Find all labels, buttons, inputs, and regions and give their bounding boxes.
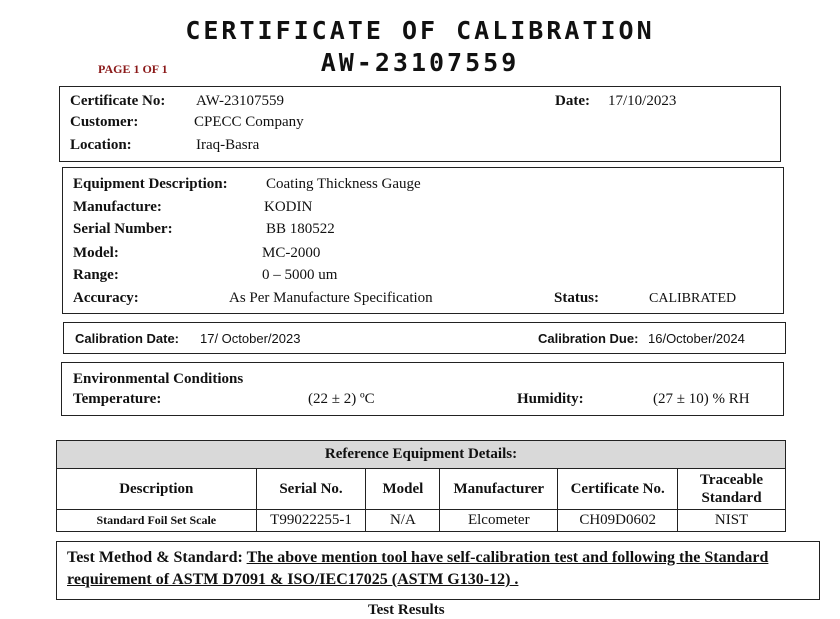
- certificate-info-box: [59, 86, 781, 162]
- serial-value: BB 180522: [266, 221, 335, 237]
- table-cell: T99022255-1: [256, 510, 366, 532]
- cert-no-value: AW-23107559: [196, 93, 284, 109]
- calibration-dates-box: [63, 322, 786, 354]
- calibration-date-value: 17/ October/2023: [200, 331, 301, 346]
- test-method-box: [56, 541, 820, 600]
- manufacture-label: Manufacture:: [73, 199, 162, 215]
- table-cell: Standard Foil Set Scale: [57, 510, 257, 532]
- column-header: Manufacturer: [440, 469, 558, 510]
- accuracy-label: Accuracy:: [73, 290, 139, 306]
- table-cell: NIST: [678, 510, 786, 532]
- page-indicator: PAGE 1 OF 1: [98, 62, 168, 76]
- serial-label: Serial Number:: [73, 221, 173, 237]
- humidity-value: (27 ± 10) % RH: [653, 391, 750, 407]
- location-label: Location:: [70, 137, 132, 153]
- cert-no-label: Certificate No:: [70, 93, 166, 109]
- customer-label: Customer:: [70, 114, 139, 130]
- column-header: Serial No.: [256, 469, 366, 510]
- date-label: Date:: [555, 93, 590, 109]
- column-header: Certificate No.: [558, 469, 678, 510]
- environment-heading: Environmental Conditions: [73, 371, 244, 387]
- model-label: Model:: [73, 245, 119, 261]
- test-method-label: Test Method & Standard:: [67, 549, 243, 566]
- table-cell: N/A: [366, 510, 440, 532]
- column-header: Model: [366, 469, 440, 510]
- temperature-value: (22 ± 2) ºC: [308, 391, 375, 407]
- test-method-text: The above mention tool have self-calibration test and following the Standard requirement of ASTM D7091 & ISO/IEC17025 (ASTM G130-12) .: [67, 549, 769, 588]
- calibration-due-label: Calibration Due:: [538, 331, 639, 346]
- status-value: CALIBRATED: [649, 291, 737, 306]
- reference-heading: Reference Equipment Details:: [57, 441, 786, 469]
- certificate-title: CERTIFICATE OF CALIBRATION: [185, 16, 655, 45]
- table-row: [57, 510, 786, 532]
- range-value: 0 – 5000 um: [262, 267, 338, 283]
- date-value: 17/10/2023: [608, 93, 677, 109]
- column-header: Traceable Standard: [678, 469, 786, 510]
- customer-value: CPECC Company: [194, 114, 304, 130]
- environment-box: [61, 362, 784, 416]
- equipment-desc-label: Equipment Description:: [73, 176, 228, 192]
- test-results-heading: Test Results: [368, 602, 445, 618]
- column-header: Description: [57, 469, 257, 510]
- model-value: MC-2000: [262, 245, 321, 261]
- temperature-label: Temperature:: [73, 391, 162, 407]
- equipment-desc-value: Coating Thickness Gauge: [266, 176, 421, 192]
- status-label: Status:: [554, 290, 600, 306]
- table-cell: Elcometer: [440, 510, 558, 532]
- range-label: Range:: [73, 267, 119, 283]
- accuracy-value: As Per Manufacture Specification: [229, 290, 433, 306]
- table-cell: CH09D0602: [558, 510, 678, 532]
- location-value: Iraq-Basra: [196, 137, 260, 153]
- humidity-label: Humidity:: [517, 391, 584, 407]
- equipment-box: [62, 167, 784, 314]
- calibration-due-value: 16/October/2024: [648, 331, 745, 346]
- calibration-date-label: Calibration Date:: [75, 331, 180, 346]
- reference-equipment-table: [56, 440, 786, 532]
- certificate-code: AW-23107559: [320, 48, 520, 77]
- manufacture-value: KODIN: [264, 199, 313, 215]
- table-header-row: [57, 469, 786, 510]
